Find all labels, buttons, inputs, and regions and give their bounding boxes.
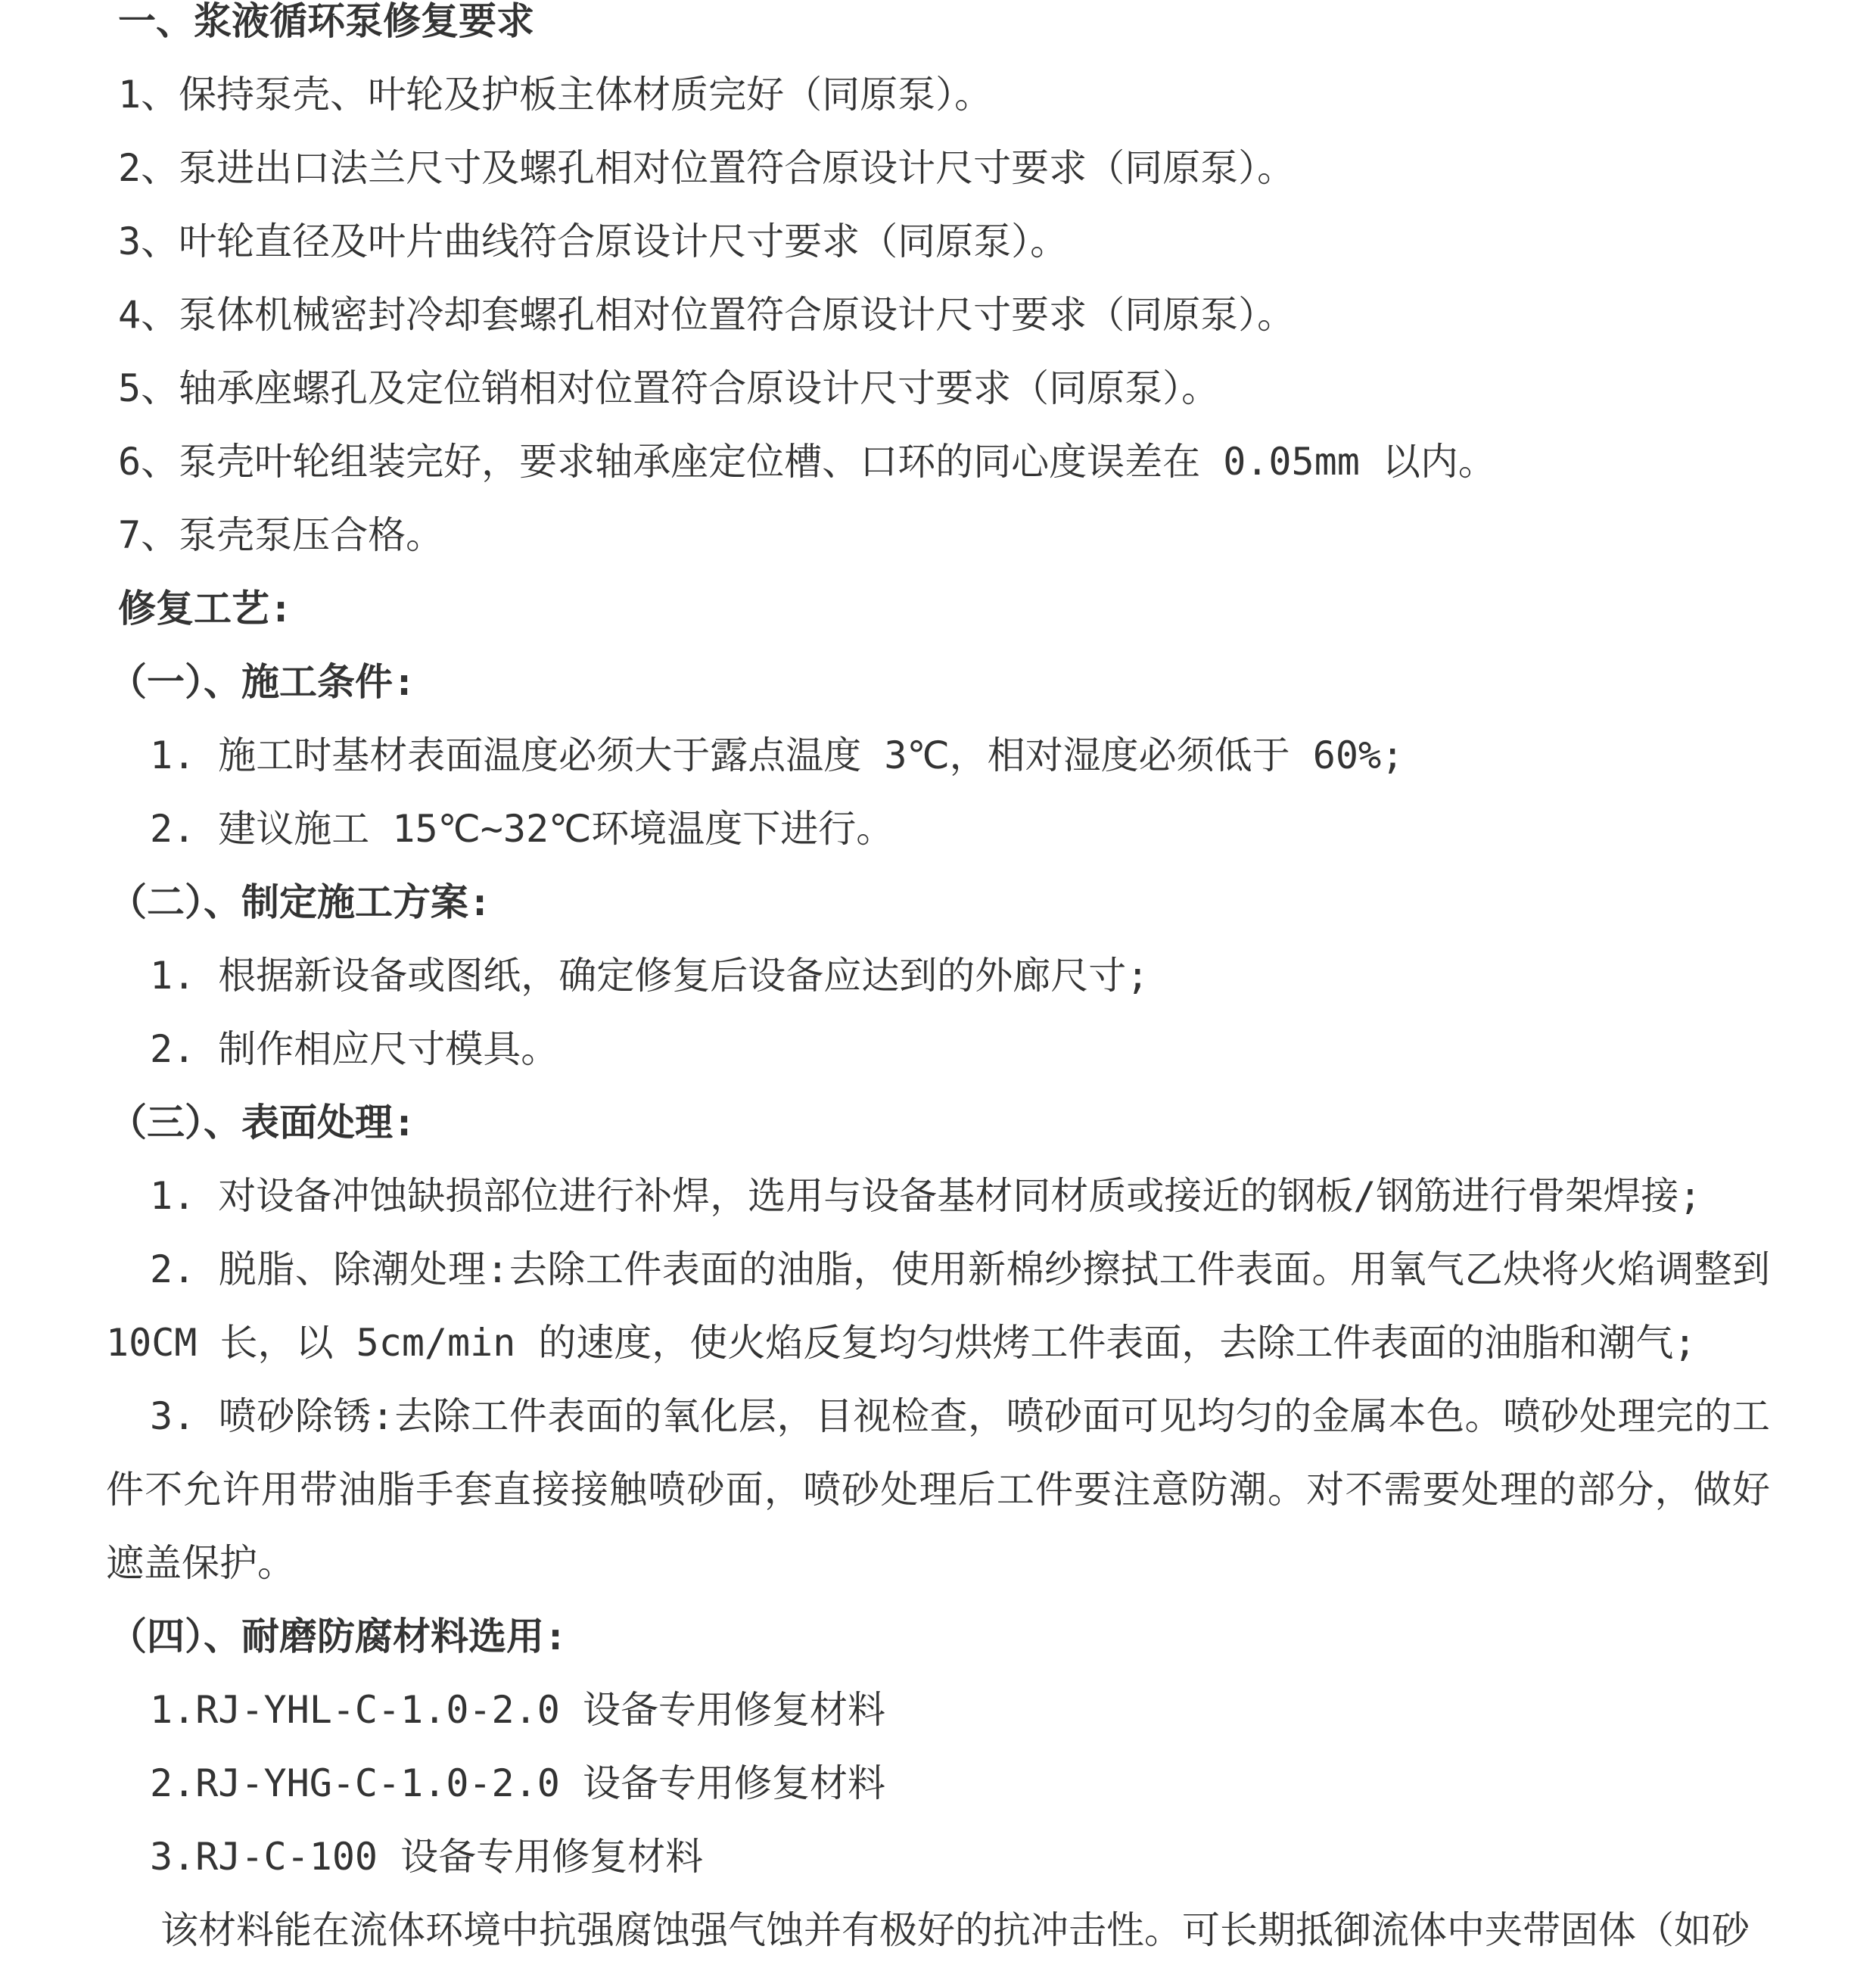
section-4-item-1: 1.RJ-YHL-C-1.0-2.0 设备专用修复材料 [150, 1688, 885, 1732]
section-1-item-1: 1. 施工时基材表面温度必须大于露点温度 3℃，相对湿度必须低于 60%; [150, 733, 1405, 777]
closing-paragraph: 该材料能在流体环境中抗强腐蚀强气蚀并有极好的抗冲击性。可长期抵御流体中夹带固体（如砂 [160, 1908, 1750, 1952]
section-1-item-2: 2. 建议施工 15℃~32℃环境温度下进行。 [150, 807, 894, 851]
requirement-item-1: 1、保持泵壳、叶轮及护板主体材质完好（同原泵）。 [118, 73, 993, 117]
section-4-item-3: 3.RJ-C-100 设备专用修复材料 [150, 1835, 704, 1879]
requirement-item-4: 4、泵体机械密封冷却套螺孔相对位置符合原设计尺寸要求（同原泵）。 [118, 293, 1296, 337]
section-4-heading: （四）、耐磨防腐材料选用: [109, 1615, 568, 1658]
requirement-item-2: 2、泵进出口法兰尺寸及螺孔相对位置符合原设计尺寸要求（同原泵）。 [118, 146, 1296, 190]
section-2-heading: （二）、制定施工方案: [109, 880, 492, 924]
section-3-heading: （三）、表面处理: [109, 1101, 416, 1144]
process-label: 修复工艺: [118, 587, 293, 631]
section-2-item-1: 1. 根据新设备或图纸，确定修复后设备应达到的外廊尺寸; [150, 954, 1150, 998]
section-3-item-1: 1. 对设备冲蚀缺损部位进行补焊，选用与设备基材同材质或接近的钢板/钢筋进行骨架焊接; [150, 1174, 1702, 1218]
section-4-item-2: 2.RJ-YHG-C-1.0-2.0 设备专用修复材料 [150, 1761, 885, 1805]
requirement-item-3: 3、叶轮直径及叶片曲线符合原设计尺寸要求（同原泵）。 [118, 220, 1069, 263]
section-3-item-3: 3. 喷砂除锈:去除工件表面的氧化层，目视检查，喷砂面可见均匀的金属本色。喷砂处理完的工件不允许用带油脂手套直接接触喷砂面，喷砂处理后工件要注意防潮。对不需要处理的部分，做好遮盖保护。 [106, 1394, 1770, 1585]
requirement-item-6: 6、泵壳叶轮组装完好，要求轴承座定位槽、口环的同心度误差在 0.05mm 以内。 [118, 440, 1496, 484]
section-1-heading: （一）、施工条件: [109, 660, 416, 704]
requirement-item-7: 7、泵壳泵压合格。 [118, 513, 444, 557]
section-2-item-2: 2. 制作相应尺寸模具。 [150, 1027, 559, 1071]
requirement-item-5: 5、轴承座螺孔及定位销相对位置符合原设计尺寸要求（同原泵）。 [118, 366, 1220, 410]
section-3-item-2: 2. 脱脂、除潮处理:去除工件表面的油脂，使用新棉纱擦拭工件表面。用氧气乙炔将火焰调整到 10CM 长，以 5cm/min 的速度，使火焰反复均匀烘烤工件表面，去除工件表面的油脂和潮气; [106, 1247, 1770, 1365]
doc-title: 一、浆液循环泵修复要求 [118, 0, 534, 43]
